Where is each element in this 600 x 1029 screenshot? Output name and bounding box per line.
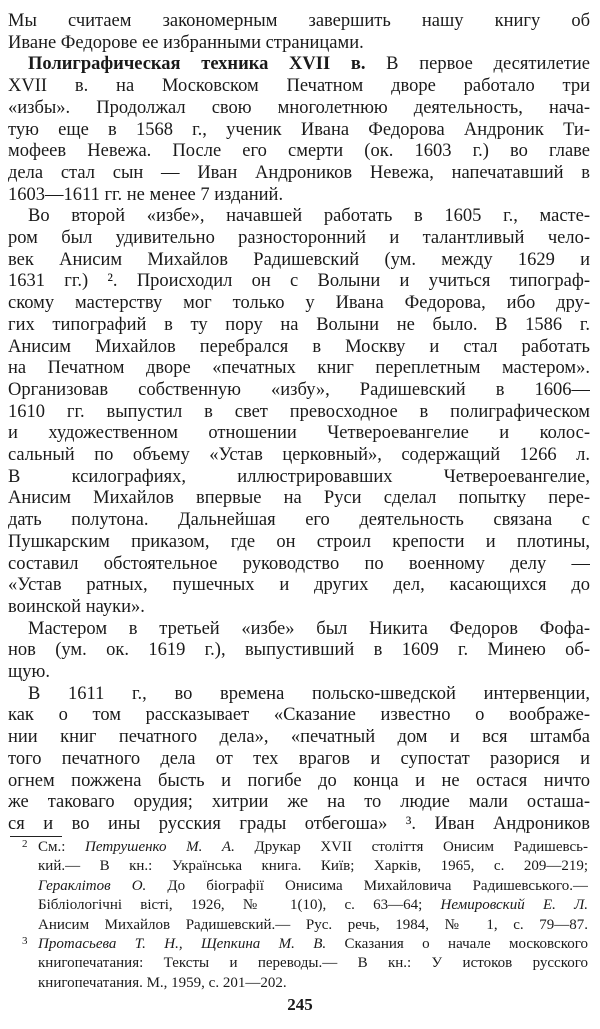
text-segment: Друкар XVII століття Онисим Радишевсь- [234, 839, 588, 855]
body-line [8, 97, 590, 119]
text-segment: нов (ум. ок. 1619 г.), выпустивший в 1609 г. Минею об- [8, 640, 590, 661]
text-segment: дела стал сын — Иван Андроников Невежа, напечатавший в [8, 162, 590, 183]
text-segment: Сказания о начале московского [326, 936, 588, 952]
text-segment: тую еще в 1568 г., ученик Ивана Федорова Андроник Ти- [8, 119, 590, 140]
body-line [8, 292, 590, 314]
body-line [28, 618, 590, 640]
body-line [8, 140, 590, 162]
text-segment: В первое десятилетие [365, 54, 590, 75]
text-segment: До біографії Онисима Михайловича Радишевського.— [146, 877, 588, 894]
body-line [8, 119, 590, 141]
text-segment: огнем пожжена бысть и погибе до конца и не остася ничто [8, 770, 590, 791]
footnote-line [22, 935, 588, 954]
author-name: Протасьева Т. Н., Щепкина М. В. [38, 936, 327, 952]
page-number: 245 [287, 995, 313, 1014]
text-segment: составил обстоятельное руководство по военному делу — [8, 553, 590, 574]
text-segment: век Анисим Михайлов Радишевский (ум. между 1629 и [8, 249, 590, 270]
text-segment: Анисим Михайлов перебрался в Москву и стал работать [8, 336, 590, 357]
text-segment: В ксилографиях, иллюстрировавших Четвероевангелие, [8, 466, 590, 487]
text-segment: 1603—1611 гг. не менее 7 изданий. [8, 184, 284, 205]
body-line [8, 336, 590, 358]
body-line [8, 466, 590, 488]
body-line [8, 791, 590, 813]
footnote-line [22, 838, 588, 857]
body-line [8, 379, 590, 401]
text-segment: книгопечатания. М., 1959, с. 201—202. [38, 974, 287, 991]
text-segment: ся и во ины русския грады отбегоша» ³. Иван Андроников [8, 813, 590, 834]
body-line [8, 553, 590, 575]
text-segment: того печатного дела от тех врагов и супостат разорися и [8, 748, 590, 769]
body-line [28, 53, 590, 75]
footnote-line [38, 857, 588, 876]
text-segment: Пушкарским приказом, где он строил крепости и плотины, [8, 531, 590, 552]
body-line [8, 770, 590, 792]
body-line [8, 596, 590, 618]
text-segment: В 1611 г., во времена польско-шведской интервенции, [28, 683, 590, 704]
body-line [8, 487, 590, 509]
author-name: Немировский Е. Л. [440, 897, 588, 914]
footnote-number: 3 [22, 935, 28, 947]
text-segment: «избы». Продолжал свою многолетнюю деятельность, нача- [8, 97, 590, 118]
text-segment: XVII в. на Московском Печатном дворе работало три [8, 76, 590, 97]
body-line [8, 10, 590, 32]
body-line [8, 270, 590, 292]
text-segment: Иване Федорове ее избранными страницами. [8, 32, 364, 53]
body-line [8, 531, 590, 553]
footnote-line [38, 974, 588, 993]
text-segment: Мы считаем закономерным завершить нашу книгу об [8, 11, 590, 31]
text-segment: как о том рассказывает «Сказание известно о воображе- [8, 705, 590, 726]
text-segment: воинской науки». [8, 596, 145, 617]
body-line [8, 813, 590, 835]
text-segment: дать полутона. Дальнейшая его деятельность связана с [8, 510, 590, 531]
text-segment: скому мастерству мог только у Ивана Федорова, ибо дру- [8, 293, 590, 314]
author-name: Петрушенко М. А. [85, 839, 235, 855]
body-line [8, 726, 590, 748]
text-segment: сальный по объему «Устав церковный», содержащий 1266 л. [8, 445, 590, 465]
text-segment: и художественном отношении Четвероевангелие и колос- [8, 423, 590, 444]
body-line [8, 75, 590, 97]
body-line [8, 444, 590, 466]
body-line [8, 357, 590, 379]
text-segment: же таковаго орудия; хитрии же на то людие мали осташа- [8, 792, 590, 813]
body-line [8, 249, 590, 271]
footnote-line [38, 877, 588, 896]
text-segment: Анисим Михайлов Радишевский.— Рус. речь, 1984, № 1, с. 79—87. [38, 916, 588, 933]
text-segment: Мастером в третьей «избе» был Никита Федоров Фофа- [28, 618, 590, 639]
body-line [8, 227, 590, 249]
text-segment: 1631 гг.) ². Происходил он с Волыни и учиться типограф- [8, 271, 590, 292]
author-name: Гераклітов О. [38, 877, 147, 894]
text-segment: Анисим Михайлов впервые на Руси сделал попытку пере- [8, 488, 590, 509]
footnote-line [38, 896, 588, 915]
text-segment: См.: [38, 839, 86, 855]
body-line [8, 162, 590, 184]
body-line [8, 704, 590, 726]
text-segment: 1610 гг. выпустил в свет превосходное в полиграфическом [8, 401, 590, 422]
body-line [8, 661, 590, 683]
text-segment: книгопечатания: Тексты и переводы.— В кн.: У истоков русского [38, 955, 588, 972]
text-segment: нии книг печатного дела», «печатный дом и вся штамба [8, 727, 590, 748]
text-segment: Бібліологічні вісті, 1926, № 1(10), с. 63—64; [38, 897, 441, 914]
footnote-line [38, 954, 588, 973]
text-segment: гих типографий в ту пору на Волыни не было. В 1586 г. [8, 314, 590, 335]
body-line [8, 639, 590, 661]
text-segment: Организовав собственную «избу», Радишевский в 1606— [8, 379, 590, 400]
body-line [8, 32, 590, 54]
text-segment: щую. [8, 662, 50, 682]
body-line [8, 509, 590, 531]
footnote-line [38, 916, 588, 935]
footnote-separator [10, 836, 62, 837]
body-line [8, 422, 590, 444]
body-line [8, 184, 590, 206]
body-line [28, 683, 590, 705]
body-line [8, 314, 590, 336]
bold-heading: Полиграфическая техника XVII в. [28, 54, 366, 75]
body-line [28, 205, 590, 227]
text-segment: на Печатном дворе «печатных книг переплетным мастером». [8, 358, 590, 379]
body-line [8, 574, 590, 596]
body-line [8, 748, 590, 770]
body-line [8, 401, 590, 423]
text-segment: мофеев Невежа. После его смерти (ок. 1603 г.) во главе [8, 141, 590, 162]
text-segment: Во второй «избе», начавшей работать в 1605 г., масте- [28, 206, 590, 227]
text-segment: ром был удивительно разносторонний и талантливый чело- [8, 228, 590, 248]
text-segment: кий.— В кн.: Українська книга. Київ; Харків, 1965, с. 209—219; [38, 858, 588, 875]
text-segment: «Устав ратных, пушечных и других дел, касающихся до [8, 575, 590, 596]
footnote-number: 2 [22, 838, 28, 850]
